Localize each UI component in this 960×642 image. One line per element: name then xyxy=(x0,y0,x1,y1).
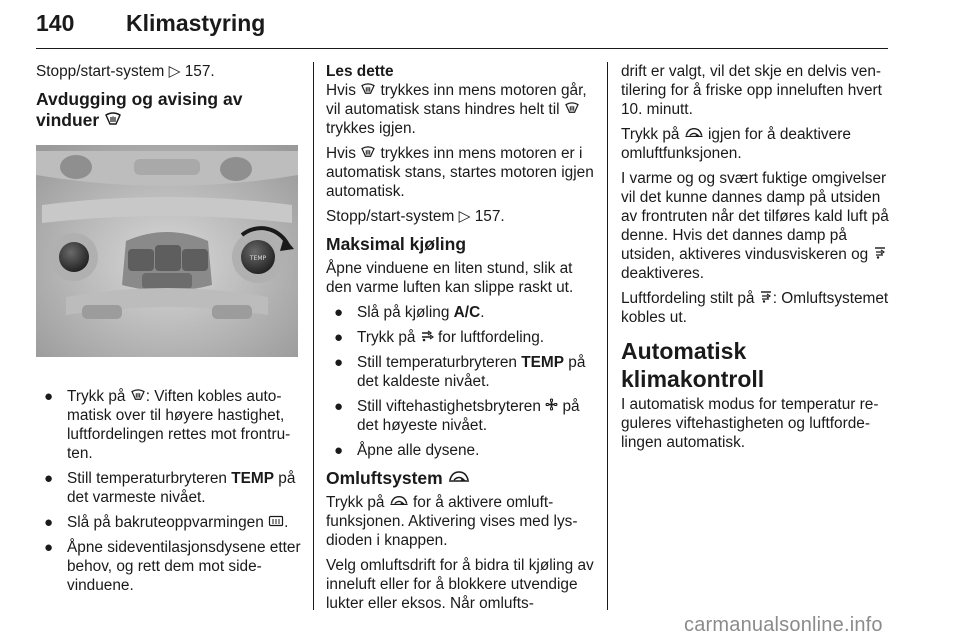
note-title: Les dette xyxy=(326,63,394,80)
column-2 xyxy=(326,62,594,619)
recirculation-icon xyxy=(684,127,704,139)
list-item: ● Still temperaturbryteren TEMP på det kaldeste nivået. xyxy=(334,354,586,390)
list-item: ● Still temperaturbryteren TEMP på det varmeste nivået. xyxy=(44,470,296,506)
defrost-icon xyxy=(104,112,122,126)
paragraph: Trykk på igjen for å deaktivere omluftfunksjonen. xyxy=(621,126,851,162)
page-header xyxy=(36,8,886,52)
section-heading-max-cooling: Maksimal kjøling xyxy=(326,234,467,254)
defrost-icon xyxy=(130,389,146,401)
air-distribution-icon xyxy=(420,330,434,342)
list-item: ● Trykk på for luftfordeling. xyxy=(334,329,545,346)
paragraph: Luftfordeling stilt på : Omluftsystemet kobles ut. xyxy=(621,290,889,326)
column-3 xyxy=(621,62,889,458)
list-item: ● Slå på kjøling A/C. xyxy=(334,304,485,321)
cross-reference: Stopp/start-system ▷ 157. xyxy=(326,208,505,225)
paragraph: Velg omluftsdrift for å bidra til kjøling av inneluft eller for å blokkere utvendige lukter eller eksos. Når omlufts- xyxy=(326,557,594,612)
note-paragraph: Hvis trykkes inn mens motoren er i automatisk stans, startes motoren igjen automatisk. xyxy=(326,145,594,200)
note-paragraph: Hvis trykkes inn mens motoren går, vil automatisk stans hindres helt til trykkes igjen. xyxy=(326,82,587,137)
recirculation-icon xyxy=(448,470,470,484)
chapter-title: Klimastyring xyxy=(126,10,266,36)
defrost-icon xyxy=(564,102,580,114)
cross-reference: Stopp/start-system ▷ 157. xyxy=(36,63,215,80)
defrost-icon xyxy=(360,83,376,95)
column-1 xyxy=(36,62,302,603)
list-item: ● Åpne alle dysene. xyxy=(334,442,480,459)
page-number: 140 xyxy=(36,10,75,36)
max-cooling-steps xyxy=(326,303,594,460)
windscreen-air-icon xyxy=(759,290,773,303)
windscreen-air-icon xyxy=(873,246,887,259)
list-item: ● Slå på bakruteoppvarmingen . xyxy=(44,514,289,531)
climate-panel-photo xyxy=(36,145,298,357)
column-divider-1 xyxy=(313,62,314,610)
column-divider-2 xyxy=(607,62,608,610)
fan-icon xyxy=(545,398,558,411)
section-heading-automatic: Automatisk klimakontroll xyxy=(621,338,765,392)
defrost-icon xyxy=(360,146,376,158)
section-heading-defrost: Avdugging og avising av vinduer xyxy=(36,89,243,130)
list-item: ● Åpne sideventilasjonsdysene etter behov, og rett dem mot sidevinduene. xyxy=(44,539,301,594)
page-ref-arrow-icon: ▷ xyxy=(168,63,181,80)
paragraph: Trykk på for å aktivere omluftfunksjonen. Aktivering vises med lysdioden i knappen. xyxy=(326,494,578,549)
defrost-steps xyxy=(36,387,302,595)
paragraph: drift er valgt, vil det skje en delvis ventilering for å friske opp inneluften hvert 10. minutt. xyxy=(621,63,882,118)
section-heading-recirculation: Omluftsystem xyxy=(326,468,594,489)
page-ref-arrow-icon: ▷ xyxy=(458,208,471,225)
paragraph: I automatisk modus for temperatur reguleres viftehastigheten og luftfordelingen automatisk. xyxy=(621,396,879,451)
recirculation-icon xyxy=(389,495,409,507)
temp-knob-label: TEMP xyxy=(249,255,267,262)
rear-window-heat-icon xyxy=(268,515,284,527)
paragraph: Åpne vinduene en liten stund, slik at den varme luften kan slippe raskt ut. xyxy=(326,260,574,296)
list-item: ● Trykk på : Viften kobles automatisk over til høyere hastighet, luftfordelingen rettes mot frontruten. xyxy=(44,388,291,462)
paragraph: I varme og og svært fuktige omgivelser vil det kunne dannes damp på utsiden av frontruten når det tilføres kald luft på denne. Hvis det dannes damp på utsiden, aktiveres vindusviskeren og deaktiveres. xyxy=(621,170,889,282)
header-rule xyxy=(36,48,888,49)
watermark: carmanualsonline.info xyxy=(684,614,883,636)
list-item: ● Still viftehastighetsbryteren på det høyeste nivået. xyxy=(334,398,580,434)
